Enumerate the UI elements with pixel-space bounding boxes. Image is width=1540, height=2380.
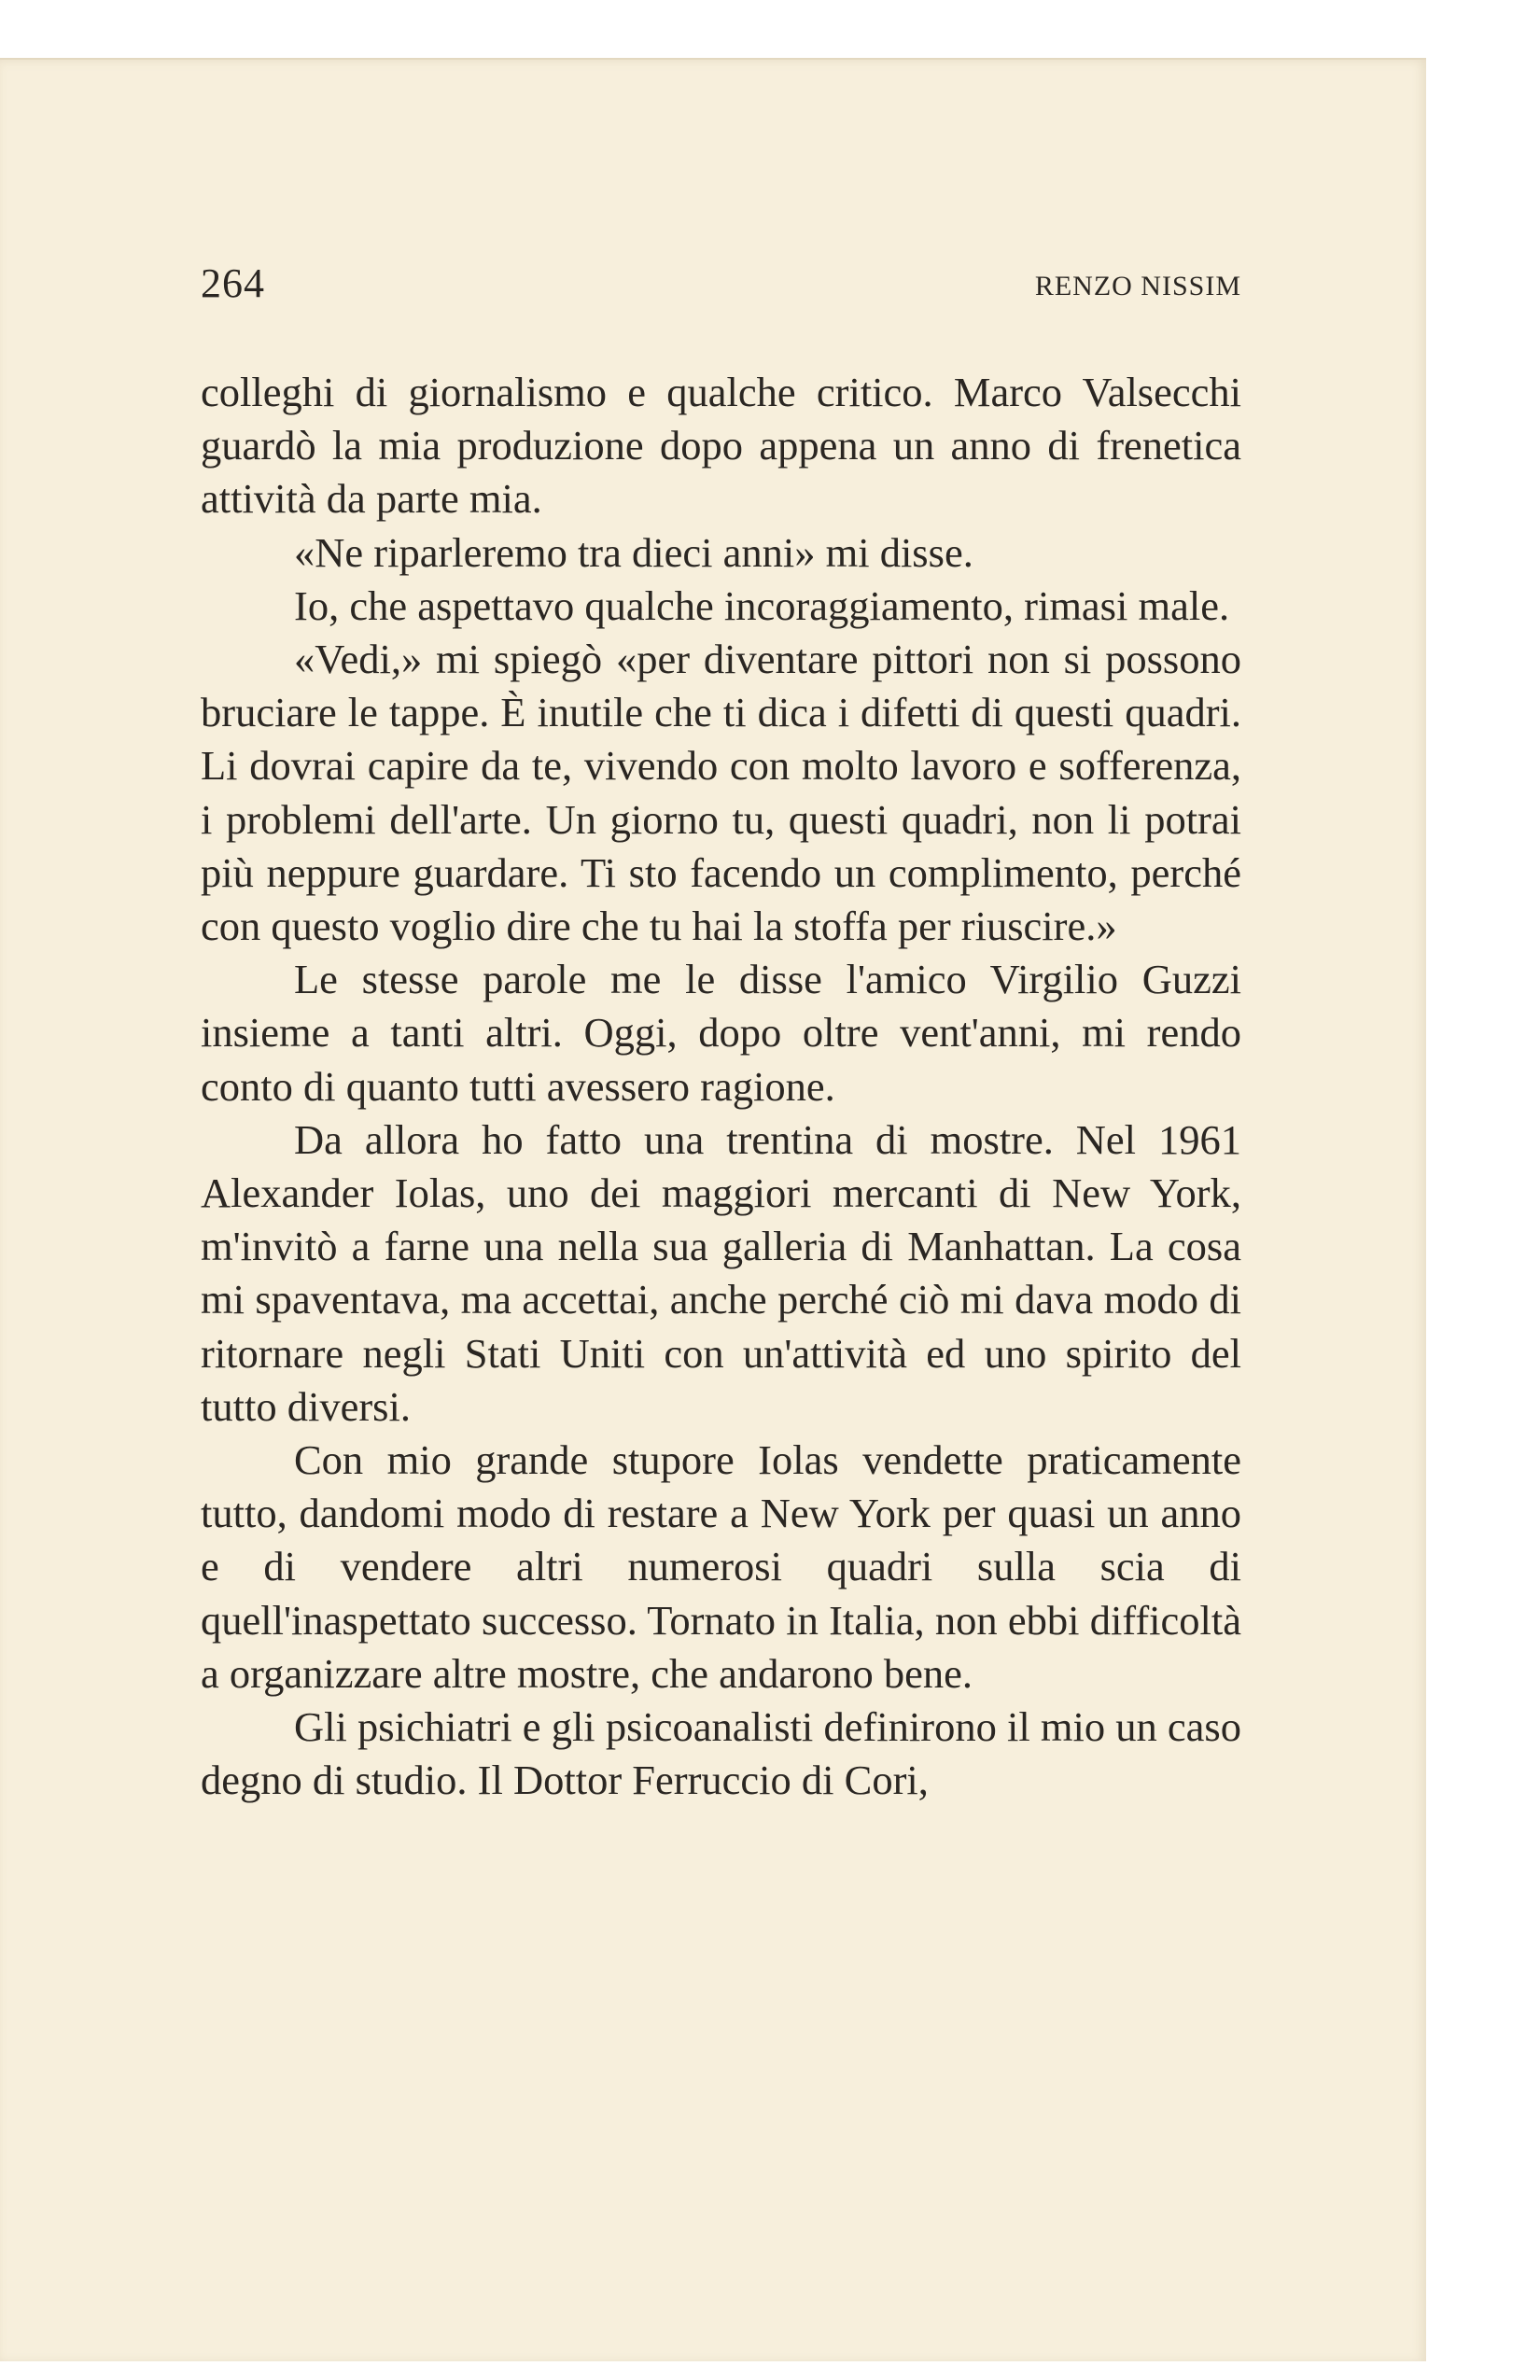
page-top-edge xyxy=(0,58,1426,60)
paragraph: Io, che aspettavo qualche incoraggiamento, rimasi male. xyxy=(294,581,1230,629)
paragraph: «Vedi,» mi spiegò «per diventare pittori non si possono bruciare le tappe. È inutile che ti dica i difetti di questi quadri. Li dovrai capire da te, vivendo con molto lavoro e sofferenza, i problemi dell'arte. Un giorno tu, questi quadri, non li potrai più neppure guardare. Ti sto facendo un complimento, perché con questo voglio dire che tu hai la stoffa per riuscire.» xyxy=(201,636,1241,950)
paragraph: Gli psichiatri e gli psicoanalisti definirono il mio un caso degno di studio. Il Dottor Ferruccio di Cori, xyxy=(201,1703,1241,1804)
page-number: 264 xyxy=(201,260,265,306)
page-header xyxy=(201,259,1241,315)
body-text xyxy=(201,366,1241,1807)
paragraph: «Ne riparleremo tra dieci anni» mi disse. xyxy=(294,528,973,576)
paragraph: Con mio grande stupore Iolas vendette praticamente tutto, dandomi modo di restare a New York per quasi un anno e di vendere altri numerosi quadri sulla scia di quell'inaspettato successo. Tornato in Italia, non ebbi difficoltà a organizzare altre mostre, che andarono bene. xyxy=(201,1436,1241,1697)
running-head: RENZO NISSIM xyxy=(1034,271,1241,301)
paragraph: Da allora ho fatto una trentina di mostre. Nel 1961 Alexander Iolas, uno dei maggiori mercanti di New York, m'invitò a farne una nella sua galleria di Manhattan. La cosa mi spaventava, ma accettai, anche perché ciò mi dava modo di ritornare negli Stati Uniti con un'attività ed uno spirito del tutto diversi. xyxy=(201,1115,1241,1430)
paragraph: colleghi di giornalismo e qualche critico. Marco Valsecchi guardò la mia produzione dopo appena un anno di frenetica attività da parte mia. xyxy=(201,369,1241,523)
paragraph: Le stesse parole me le disse l'amico Virgilio Guzzi insieme a tanti altri. Oggi, dopo oltre vent'anni, mi rendo conto di quanto tutti avessero ragione. xyxy=(201,956,1241,1110)
